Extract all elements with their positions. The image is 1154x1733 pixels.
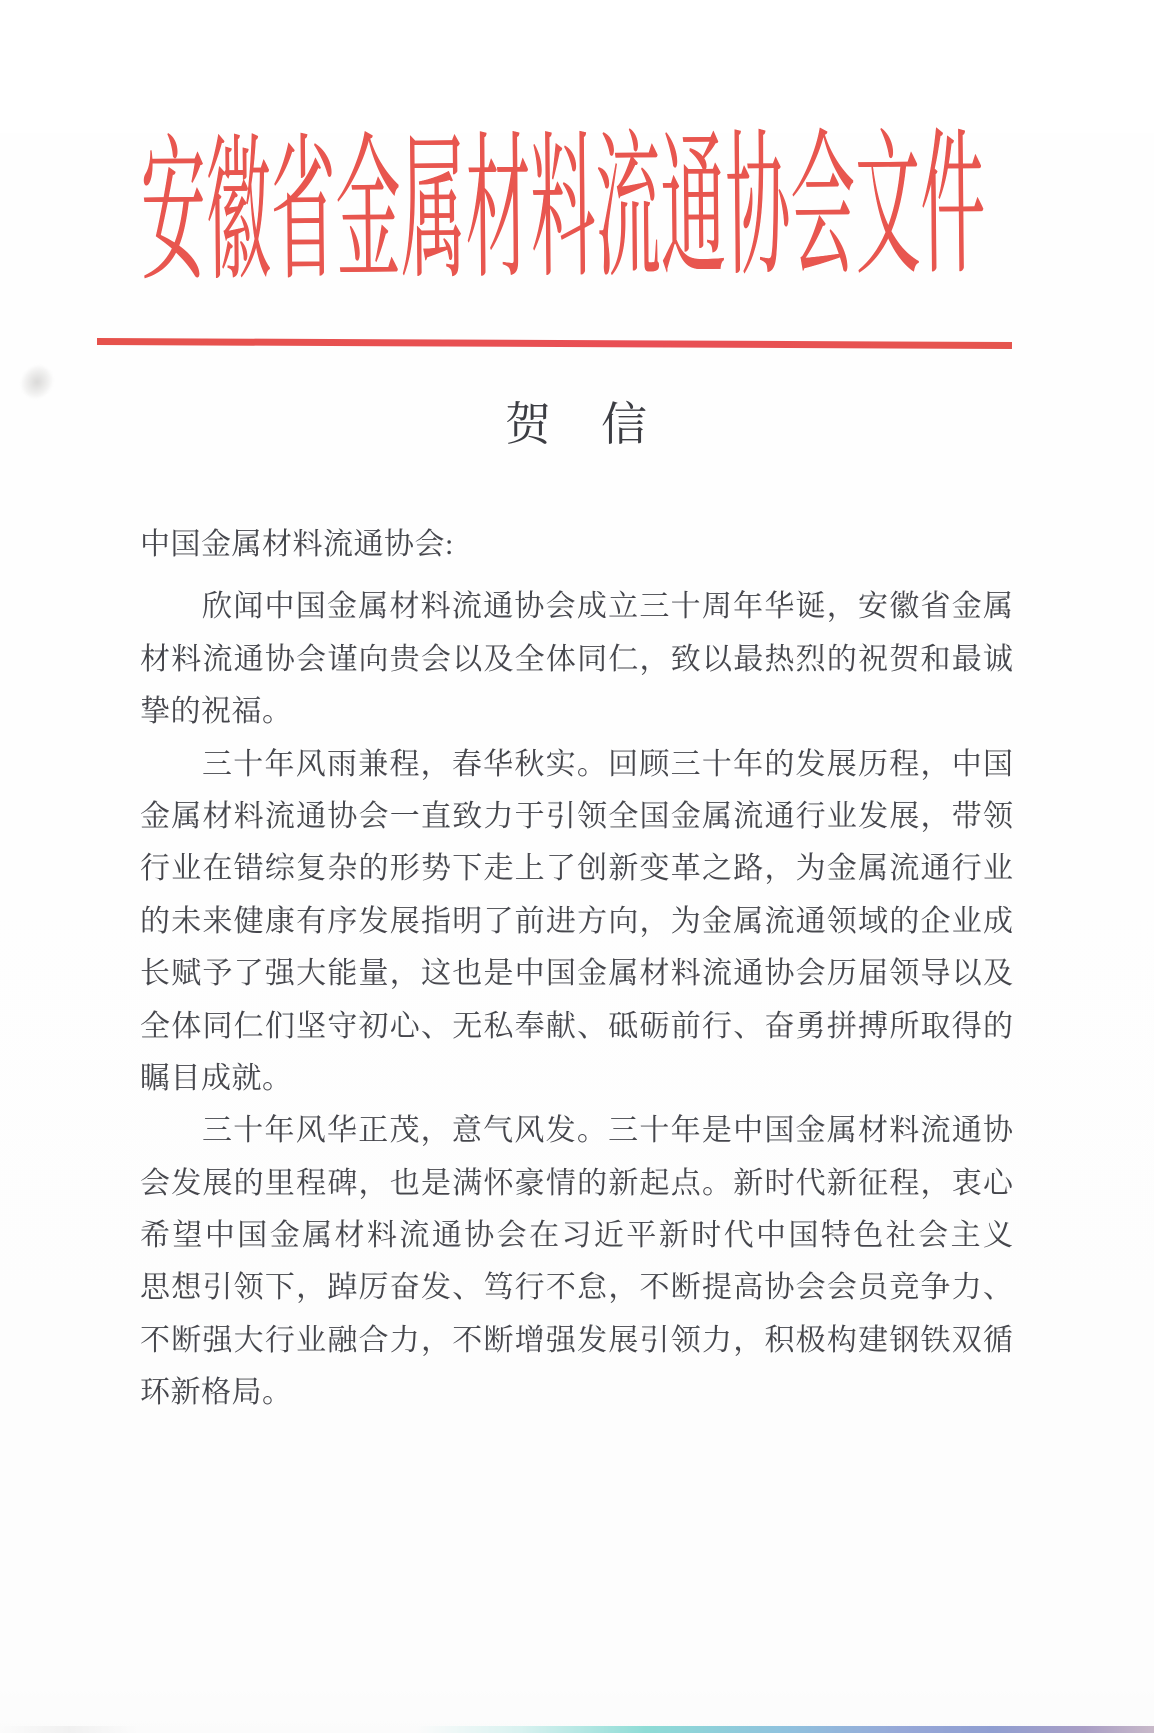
body-line: 不断强大行业融合力，不断增强发展引领力，积极构建钢铁双循 xyxy=(140,1323,1013,1357)
body-line: 欣闻中国金属材料流通协会成立三十周年华诞，安徽省金属 xyxy=(202,590,1013,624)
letterhead xyxy=(0,119,1140,301)
body-line: 长赋予了强大能量，这也是中国金属材料流通协会历届领导以及 xyxy=(140,957,1013,991)
body-line: 会发展的里程碑，也是满怀豪情的新起点。新时代新征程，衷心 xyxy=(140,1166,1013,1200)
document-title: 贺 信 xyxy=(505,399,649,450)
letterhead-title: 安徽省金属材料流通协会文件 xyxy=(140,119,986,301)
body-line: 思想引领下，踔厉奋发、笃行不怠，不断提高协会会员竞争力、 xyxy=(140,1271,1013,1305)
letterhead-rule xyxy=(97,338,1012,349)
scan-edge-artifact xyxy=(0,1726,1154,1733)
letter-body xyxy=(140,519,1013,1420)
salutation: 中国金属材料流通协会: xyxy=(140,528,454,561)
body-line: 材料流通协会谨向贵会以及全体同仁，致以最热烈的祝贺和最诚 xyxy=(140,642,1013,676)
body-line: 环新格局。 xyxy=(140,1376,293,1410)
body-line: 三十年风华正茂，意气风发。三十年是中国金属材料流通协 xyxy=(202,1114,1013,1148)
body-line: 行业在错综复杂的形势下走上了创新变革之路，为金属流通行业 xyxy=(140,852,1013,886)
body-line: 三十年风雨兼程，春华秋实。回顾三十年的发展历程，中国 xyxy=(202,747,1013,781)
body-line: 金属材料流通协会一直致力于引领全国金属流通行业发展，带领 xyxy=(140,799,1013,833)
scanned-letter-page xyxy=(0,119,1154,1733)
body-line: 希望中国金属材料流通协会在习近平新时代中国特色社会主义 xyxy=(140,1219,1013,1253)
body-line: 的未来健康有序发展指明了前进方向，为金属流通领域的企业成 xyxy=(140,904,1013,938)
body-line: 挚的祝福。 xyxy=(140,695,293,729)
body-line: 瞩目成就。 xyxy=(140,1061,293,1095)
body-line: 全体同仁们坚守初心、无私奉献、砥砺前行、奋勇拼搏所取得的 xyxy=(140,1009,1013,1043)
